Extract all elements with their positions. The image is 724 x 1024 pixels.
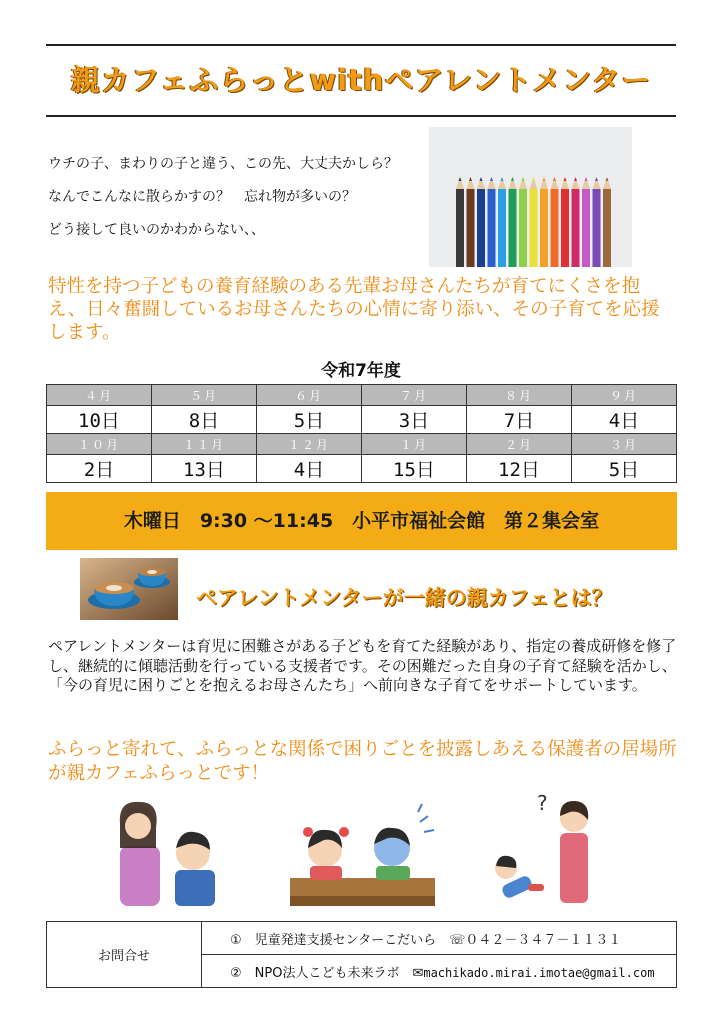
mentor-description: ペアレントメンターは育児に困難さがある子どもを育てた経験があり、指定の養成研修を修了し、継続的に傾聴活動を行っている支援者です。その困難だった自身の子育て経験を活かし、「今の育児に困りごとを抱えるお母さんたち」へ前向きな子育てをサポートしています。	[48, 637, 677, 694]
day-cell: 13日	[152, 455, 257, 483]
day-cell: 10日	[47, 406, 152, 434]
day-row	[47, 455, 677, 483]
day-cell: 15日	[362, 455, 467, 483]
day-cell: 5日	[572, 455, 677, 483]
svg-text:?: ?	[537, 791, 548, 815]
pencil	[488, 189, 496, 267]
contact-line-1	[202, 922, 677, 955]
closing-text: ふらっと寄れて、ふらっとな関係で困りごとを披露しあえる保護者の居場所が親カフェふらっとです！	[48, 739, 677, 784]
day-cell: 4日	[257, 455, 362, 483]
child-tantrum-illustration	[495, 791, 588, 903]
day-cell: 12日	[467, 455, 572, 483]
month-cell: １１月	[152, 434, 257, 455]
lead-text: 特性を持つ子どもの養育経験のある先輩お母さんたちが育てにくさを抱え、日々奮闘しているお母さんたちの心情に寄り添い、その子育てを応援します。	[48, 276, 660, 343]
contact-line-2	[202, 955, 677, 988]
schedule-table	[46, 384, 677, 483]
pencil	[603, 189, 611, 267]
section-title-what-is: ペアレントメンターが一緒の親カフェとは？	[196, 586, 613, 610]
title-underline	[46, 115, 676, 117]
fiscal-year-label: 令和7年度	[321, 361, 401, 381]
month-row	[47, 434, 677, 455]
pencil	[551, 189, 559, 267]
question-1: ウチの子、まわりの子と違う、この先、大丈夫かしら？	[48, 156, 398, 172]
pencil	[509, 189, 517, 267]
kids-at-desks-illustration	[290, 804, 435, 906]
month-cell: ７月	[362, 385, 467, 406]
month-cell: ９月	[572, 385, 677, 406]
mail-icon: ✉	[412, 965, 424, 981]
pencil	[456, 189, 464, 267]
pencil	[519, 189, 527, 267]
pencil	[530, 189, 538, 267]
month-cell: ６月	[257, 385, 362, 406]
time-venue-banner: 木曜日 9:30 ～11:45 小平市福祉会館 第２集会室	[46, 492, 677, 550]
pencil	[561, 189, 569, 267]
day-cell: 5日	[257, 406, 362, 434]
pencil	[572, 189, 580, 267]
worried-mother-and-boy-illustration	[120, 802, 215, 906]
month-cell: ２月	[467, 434, 572, 455]
colored-pencils-image	[429, 127, 632, 267]
month-cell: ８月	[467, 385, 572, 406]
contact-2-prefix: ② NPO法人こども未来ラボ	[230, 965, 413, 981]
contact-label: お問合せ	[47, 922, 202, 988]
question-3: どう接して良いのかわからない、、	[48, 222, 265, 238]
month-cell: ５月	[152, 385, 257, 406]
parenting-illustrations	[90, 788, 650, 913]
contact-table	[46, 921, 677, 988]
page-title: 親カフェふらっとwithペアレントメンター	[70, 63, 652, 97]
pencil	[582, 189, 590, 267]
month-cell: ４月	[47, 385, 152, 406]
question-2: なんでこんなに散らかすの？ 忘れ物が多いの？	[48, 189, 356, 205]
day-cell: 3日	[362, 406, 467, 434]
day-cell: 2日	[47, 455, 152, 483]
pencil	[498, 189, 506, 267]
day-row	[47, 406, 677, 434]
pencil	[540, 189, 548, 267]
top-rule	[46, 44, 676, 46]
month-cell: １０月	[47, 434, 152, 455]
month-cell: １２月	[257, 434, 362, 455]
day-cell: 7日	[467, 406, 572, 434]
month-cell: ３月	[572, 434, 677, 455]
coffee-cups-image	[80, 558, 178, 620]
day-cell: 4日	[572, 406, 677, 434]
pencil	[593, 189, 601, 267]
day-cell: 8日	[152, 406, 257, 434]
contact-email: machikado.mirai.imotae@gmail.com	[423, 965, 655, 980]
pencil	[467, 189, 475, 267]
month-row	[47, 385, 677, 406]
pencil	[477, 189, 485, 267]
month-cell: １月	[362, 434, 467, 455]
contact-1-text: ① 児童発達支援センターこだいら ☏０４２－３４７－１１３１	[230, 932, 622, 948]
